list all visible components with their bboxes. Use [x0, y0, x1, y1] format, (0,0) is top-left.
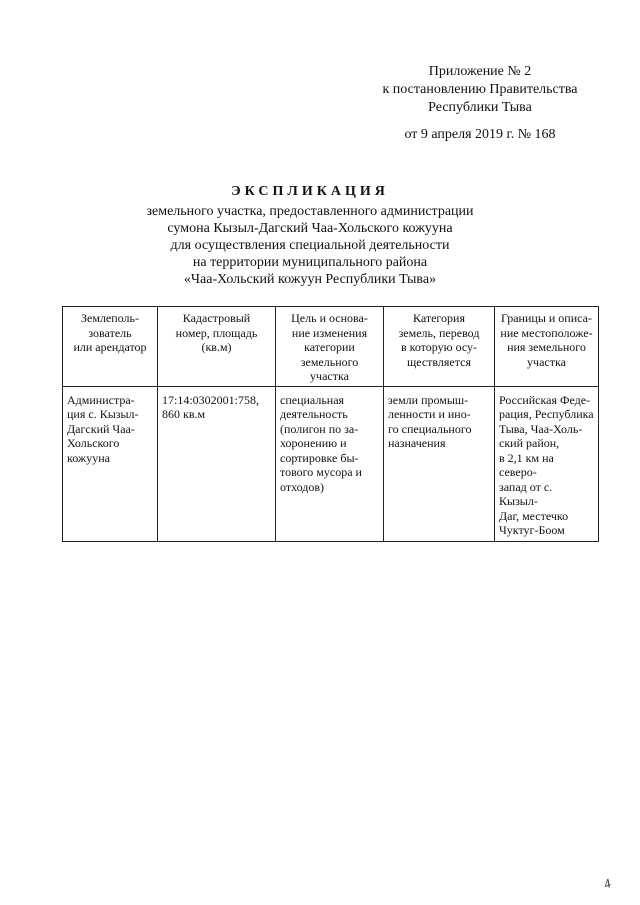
- appendix-line-1: Приложение № 2: [428, 64, 532, 79]
- header-line: номер, площадь: [175, 325, 258, 340]
- table-header-row: [63, 307, 599, 387]
- table-cell: [495, 386, 599, 541]
- cell-line: 17:14:0302001:758,: [162, 392, 260, 407]
- header-line: ществляется: [406, 354, 471, 369]
- header-line: или арендатор: [73, 340, 147, 354]
- cell-line: Тыва, Чаа-Холь-: [499, 421, 583, 436]
- appendix-date: от 9 апреля 2019 г. № 168: [404, 127, 556, 142]
- cell-line: Администра-: [67, 392, 135, 407]
- header-line: земельного: [300, 354, 359, 369]
- cell-line: хоронению и: [280, 436, 347, 450]
- cell-line: 860 кв.м: [162, 407, 206, 421]
- table-cell: [63, 386, 158, 541]
- page-mark: 4: [601, 875, 613, 892]
- header-line: зователь: [88, 325, 132, 340]
- cell-line: (полигон по за-: [280, 421, 359, 436]
- explication-table: [62, 306, 599, 542]
- cell-line: Даг, местечко: [499, 508, 569, 523]
- cell-line: ленности и ино-: [388, 407, 471, 421]
- header-line: участка: [310, 369, 349, 383]
- cell-line: Российская Феде-: [499, 392, 591, 407]
- appendix-line-2: к постановлению Правительства: [382, 82, 578, 97]
- cell-line: Дагский Чаа-: [67, 421, 135, 436]
- title-line-2: сумона Кызыл-Дагский Чаа-Хольского кожууна: [167, 221, 453, 236]
- header-line: Цель и основа-: [291, 311, 368, 325]
- cell-line: назначения: [388, 436, 446, 450]
- cell-line: рация, Республика: [499, 407, 594, 421]
- header-line: Землеполь-: [81, 311, 139, 325]
- cell-line: тового мусора и: [280, 465, 362, 479]
- header-cell: [63, 307, 158, 387]
- cell-line: в 2,1 км на северо-: [499, 450, 554, 479]
- header-line: ние местоположе-: [500, 325, 593, 340]
- header-line: ния земельного: [507, 340, 586, 354]
- document-heading: ЭКСПЛИКАЦИЯ: [231, 184, 389, 199]
- cell-line: запад от с. Кызыл-: [499, 479, 553, 508]
- header-line: земель, перевод: [398, 325, 480, 340]
- header-line: ние изменения: [291, 325, 368, 340]
- header-line: в которую осу-: [400, 340, 478, 354]
- header-line: Кадастровый: [182, 311, 251, 325]
- header-cell: [495, 307, 599, 387]
- header-line: Границы и описа-: [501, 311, 592, 325]
- table-cell: [158, 386, 276, 541]
- cell-line: Чуктуг-Боом: [499, 523, 565, 537]
- table-cell: [384, 386, 495, 541]
- header-line: (кв.м): [201, 340, 232, 354]
- header-line: участка: [527, 354, 566, 369]
- title-line-3: для осуществления специальной деятельности: [170, 238, 450, 253]
- cell-line: земли промыш-: [388, 392, 469, 407]
- cell-line: отходов): [280, 479, 325, 494]
- header-cell: [276, 307, 384, 387]
- title-line-1: земельного участка, предоставленного администрации: [146, 204, 474, 219]
- cell-line: ция с. Кызыл-: [67, 407, 139, 421]
- cell-line: сортировке бы-: [280, 450, 359, 465]
- cell-line: ский район,: [499, 436, 560, 450]
- appendix-line-3: Республики Тыва: [428, 100, 532, 115]
- table-cell: [276, 386, 384, 541]
- header-cell: [158, 307, 276, 387]
- cell-line: деятельность: [280, 407, 348, 421]
- header-cell: [384, 307, 495, 387]
- header-line: категории: [304, 340, 355, 354]
- cell-line: кожууна: [67, 450, 110, 465]
- title-line-5: «Чаа-Хольский кожуун Республики Тыва»: [183, 272, 437, 287]
- title-block: [100, 183, 520, 288]
- title-line-4: на территории муниципального района: [192, 255, 428, 270]
- table-row: [63, 386, 599, 541]
- cell-line: специальная: [280, 392, 345, 407]
- cell-line: Хольского: [67, 436, 120, 450]
- header-line: Категория: [413, 311, 465, 325]
- cell-line: го специального: [388, 421, 472, 436]
- appendix-block: [360, 63, 600, 144]
